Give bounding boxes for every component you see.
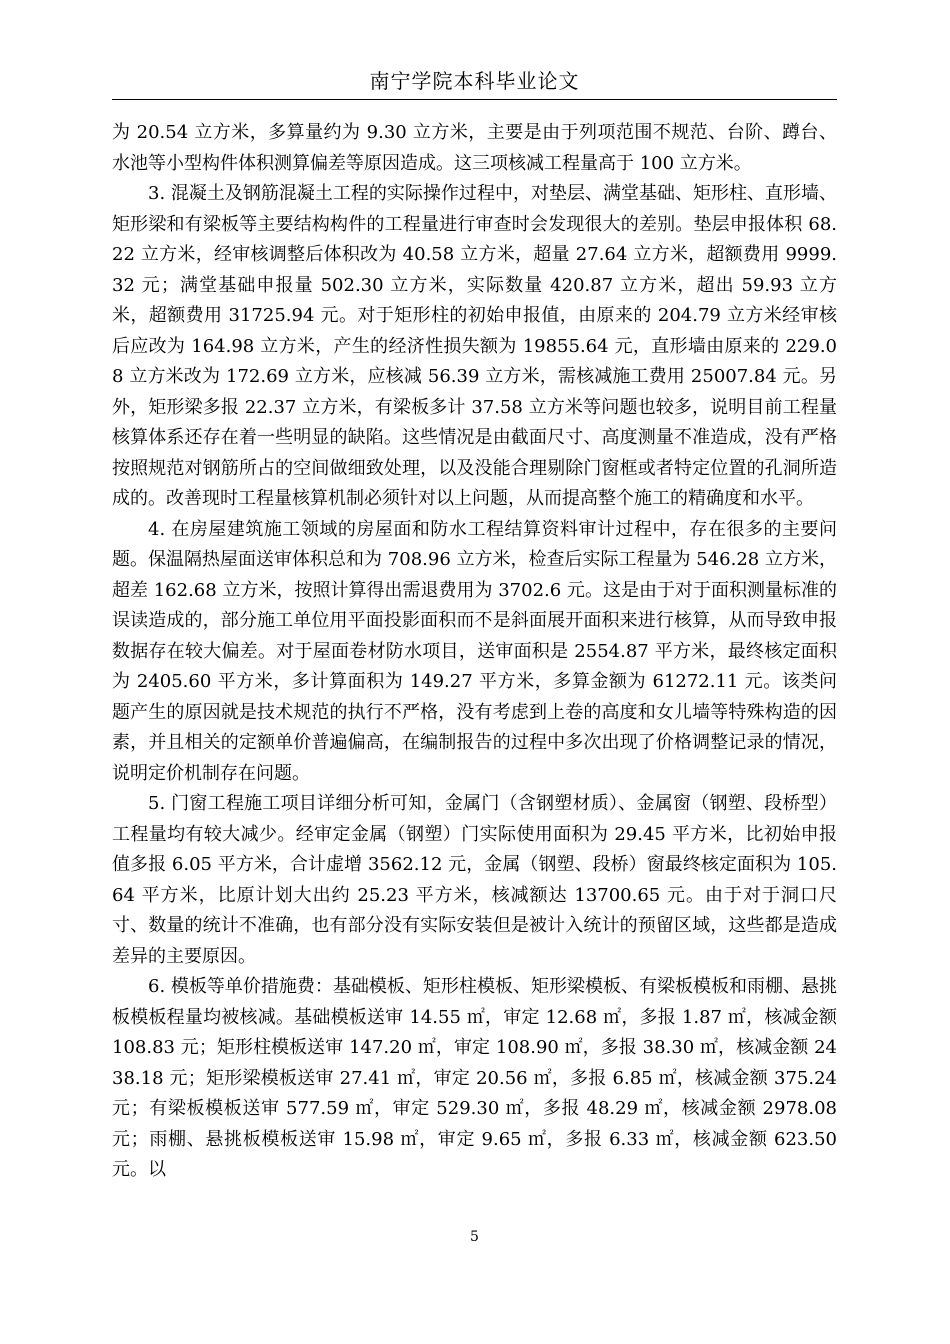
body-text — [112, 118, 837, 1186]
running-header-title: 南宁学院本科毕业论文 — [369, 69, 580, 93]
paragraph-doors-windows: 5. 门窗工程施工项目详细分析可知，金属门（含钢塑材质）、金属窗（钢塑、段桥型）工程量均有较大减少。经审定金属（钢塑）门实际使用面积为 29.45 平方米，比初始申报值多报 6.05 平方米，合计虚增 3562.12 元，金属（钢塑、段桥）窗最终核定面积为 105.64 平方米，比原计划大出约 25.23 平方米，核减额达 13700.65 元。由于对于洞口尺寸、数量的统计不准确，也有部分没有实际安装但是被计入统计的预留区域，这些都是造成差异的主要原因。 — [112, 793, 837, 967]
paragraph-continuation: 为 20.54 立方米，多算量约为 9.30 立方米，主要是由于列项范围不规范、台阶、蹲台、水池等小型构件体积测算偏差等原因造成。这三项核减工程量高于 100 立方米。 — [112, 122, 837, 174]
page-number: 5 — [470, 1229, 479, 1245]
paragraph-concrete-works: 3. 混凝土及钢筋混凝土工程的实际操作过程中，对垫层、满堂基础、矩形柱、直形墙、矩形梁和有梁板等主要结构构件的工程量进行审查时会发现很大的差别。垫层申报体积 68.22 立方米，经审核调整后体积改为 40.58 立方米，超量 27.64 立方米，超额费用 9999.32 元；满堂基础申报量 502.30 立方米，实际数量 420.87 立方米，超出 59.93 立方米，超额费用 31725.94 元。对于矩形柱的初始申报值，由原来的 204.79 立方米经审核后应改为 164.98 立方米，产生的经济性损失额为 19855.64 元，直形墙由原来的 229.08 立方米改为 172.69 立方米，应核减 56.39 立方米，需核减施工费用 25007.84 元。另外，矩形梁多报 22.37 立方米，有梁板多计 37.58 立方米等问题也较多，说明目前工程量核算体系还存在着一些明显的缺陷。这些情况是由截面尺寸、高度测量不准造成，没有严格按照规范对钢筋所占的空间做细致处理，以及没能合理剔除门窗框或者特定位置的孔洞所造成的。改善现时工程量核算机制必须针对以上问题，从而提高整个施工的精确度和水平。 — [112, 183, 837, 509]
header-divider — [112, 99, 837, 100]
paragraph-roofing-waterproofing: 4. 在房屋建筑施工领域的房屋面和防水工程结算资料审计过程中，存在很多的主要问题。保温隔热屋面送审体积总和为 708.96 立方米，检查后实际工程量为 546.28 立方米，超差 162.68 立方米，按照计算得出需退费用为 3702.6 元。这是由于对于面积测量标准的误读造成的，部分施工单位用平面投影面积而不是斜面展开面积来进行核算，从而导致申报数据存在较大偏差。对于屋面卷材防水项目，送审面积是 2554.87 平方米，最终核定面积为 2405.60 平方米，多计算面积为 149.27 平方米，多算金额为 61272.11 元。该类问题产生的原因就是技术规范的执行不严格，没有考虑到上卷的高度和女儿墙等特殊构造的因素，并且相关的定额单价普遍偏高，在编制报告的过程中多次出现了价格调整记录的情况，说明定价机制存在问题。 — [112, 518, 837, 784]
paragraph-formwork-measures: 6. 模板等单价措施费：基础模板、矩形柱模板、矩形梁模板、有梁板模板和雨棚、悬挑板模板程量均被核减。基础模板送审 14.55 ㎡，审定 12.68 ㎡，多报 1.87 ㎡，核减金额 108.83 元；矩形柱模板送审 147.20 ㎡，审定 108.90 ㎡，多报 38.30 ㎡，核减金额 2438.18 元；矩形梁模板送审 27.41 ㎡，审定 20.56 ㎡，多报 6.85 ㎡，核减金额 375.24 元；有梁板模板送审 577.59 ㎡，审定 529.30 ㎡，多报 48.29 ㎡，核减金额 2978.08 元；雨棚、悬挑板模板送审 15.98 ㎡，审定 9.65 ㎡，多报 6.33 ㎡，核减金额 623.50 元。以 — [112, 976, 837, 1180]
